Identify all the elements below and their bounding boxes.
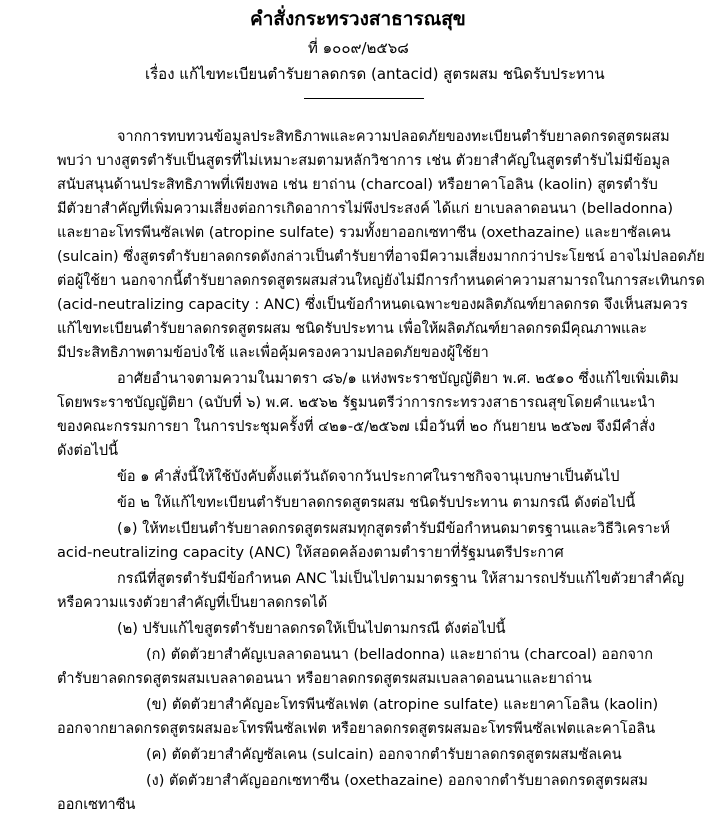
body-line: (sulcain) ซึ่งสูตรตำรับยาลดกรดดังกล่าวเป็นตำรับยาที่อาจมีความเสี่ยงมากกว่าประโยชน์ อาจไม่ปลอดภัย xyxy=(57,249,705,265)
body-line: ต่อผู้ใช้ยา นอกจากนี้ตำรับยาลดกรดสูตรผสมส่วนใหญ่ยังไม่มีการกำหนดค่าความสามารถในการสะเทินกรด xyxy=(57,273,705,289)
item-a: (ก) ตัดตัวยาสำคัญเบลลาดอนนา (belladonna) และยาถ่าน (charcoal) ออกจาก xyxy=(146,647,653,663)
body-line: กรณีที่สูตรตำรับมีข้อกำหนด ANC ไม่เป็นไปตามมาตรฐาน ให้สามารถปรับแก้ไขตัวยาสำคัญ xyxy=(117,571,685,587)
item-d: (ง) ตัดตัวยาสำคัญออกเซทาซีน (oxethazaine) ออกจากตำรับยาลดกรดสูตรผสม xyxy=(146,773,648,789)
body-line: แก้ไขทะเบียนตำรับยาลดกรดสูตรผสม ชนิดรับประทาน เพื่อให้ผลิตภัณฑ์ยาลดกรดมีคุณภาพและ xyxy=(57,321,648,337)
item-b: (ข) ตัดตัวยาสำคัญอะโทรพีนซัลเฟต (atropine sulfate) และยาคาโอลิน (kaolin) xyxy=(146,697,659,713)
body-line: อาศัยอำนาจตามความในมาตรา ๘๖/๑ แห่งพระราชบัญญัติยา พ.ศ. ๒๕๑๐ ซึ่งแก้ไขเพิ่มเติม xyxy=(117,371,679,387)
sub-clause-1: (๑) ให้ทะเบียนตำรับยาลดกรดสูตรผสมทุกสูตรตำรับมีข้อกำหนดมาตรฐานและวิธีวิเคราะห์ xyxy=(117,521,671,537)
body-line: โดยพระราชบัญญัติยา (ฉบับที่ ๖) พ.ศ. ๒๕๖๒ รัฐมนตรีว่าการกระทรวงสาธารณสุขโดยคำแนะนำ xyxy=(57,395,656,411)
body-line: ตำรับยาลดกรดสูตรผสมเบลลาดอนนา หรือยาลดกรดสูตรผสมเบลลาดอนนาและยาถ่าน xyxy=(57,671,592,687)
body-line: หรือความแรงตัวยาสำคัญที่เป็นยาลดกรดได้ xyxy=(57,595,328,611)
body-line: และยาอะโทรพีนซัลเฟต (atropine sulfate) รวมทั้งยาออกเซทาซีน (oxethazaine) และยาซัลเคน xyxy=(57,225,671,241)
order-number: ที่ ๑๐๐๙/๒๕๖๘ xyxy=(308,39,409,57)
body-line: ออกจากยาลดกรดสูตรผสมอะโทรพีนซัลเฟต หรือยาลดกรดสูตรผสมอะโทรพีนซัลเฟตและคาโอลิน xyxy=(57,721,656,737)
body-line: พบว่า บางสูตรตำรับเป็นสูตรที่ไม่เหมาะสมตามหลักวิชาการ เช่น ตัวยาสำคัญในสูตรตำรับไม่มีข้อมูล xyxy=(57,153,671,169)
page-title: คำสั่งกระทรวงสาธารณสุข xyxy=(250,8,466,30)
body-line: จากการทบทวนข้อมูลประสิทธิภาพและความปลอดภัยของทะเบียนตำรับยาลดกรดสูตรผสม xyxy=(117,129,670,145)
body-line: acid-neutralizing capacity (ANC) ให้สอดคล้องตามตำรายาที่รัฐมนตรีประกาศ xyxy=(57,545,564,561)
body-line: สนับสนุนด้านประสิทธิภาพที่เพียงพอ เช่น ยาถ่าน (charcoal) หรือยาคาโอลิน (kaolin) สูตรตำรับ xyxy=(57,177,658,193)
sub-clause-2: (๒) ปรับแก้ไขสูตรตำรับยาลดกรดให้เป็นไปตามกรณี ดังต่อไปนี้ xyxy=(117,621,506,637)
body-line: (acid-neutralizing capacity : ANC) ซึ่งเป็นข้อกำหนดเฉพาะของผลิตภัณฑ์ยาลดกรด จึงเห็นสมควร xyxy=(57,297,688,313)
item-c: (ค) ตัดตัวยาสำคัญซัลเคน (sulcain) ออกจากตำรับยาลดกรดสูตรผสมซัลเคน xyxy=(146,747,622,763)
clause-1: ข้อ ๑ คำสั่งนี้ให้ใช้บังคับตั้งแต่วันถัดจากวันประกาศในราชกิจจานุเบกษาเป็นต้นไป xyxy=(117,469,620,485)
body-line: มีประสิทธิภาพตามข้อบ่งใช้ และเพื่อคุ้มครองความปลอดภัยของผู้ใช้ยา xyxy=(57,345,489,361)
body-line: ออกเซทาซีน xyxy=(57,797,136,813)
order-subject: เรื่อง แก้ไขทะเบียนตำรับยาลดกรด (antacid) สูตรผสม ชนิดรับประทาน xyxy=(145,65,605,83)
body-line: ของคณะกรรมการยา ในการประชุมครั้งที่ ๔๒๑-๕/๒๕๖๗ เมื่อวันที่ ๒๐ กันยายน ๒๕๖๗ จึงมีคำสั่ง xyxy=(57,419,656,435)
clause-2: ข้อ ๒ ให้แก้ไขทะเบียนตำรับยาลดกรดสูตรผสม ชนิดรับประทาน ตามกรณี ดังต่อไปนี้ xyxy=(117,495,636,511)
body-line: ดังต่อไปนี้ xyxy=(57,443,119,459)
body-line: มีตัวยาสำคัญที่เพิ่มความเสี่ยงต่อการเกิดอาการไม่พึงประสงค์ ได้แก่ ยาเบลลาดอนนา (belladonna) xyxy=(57,201,673,217)
header-divider xyxy=(304,98,424,99)
